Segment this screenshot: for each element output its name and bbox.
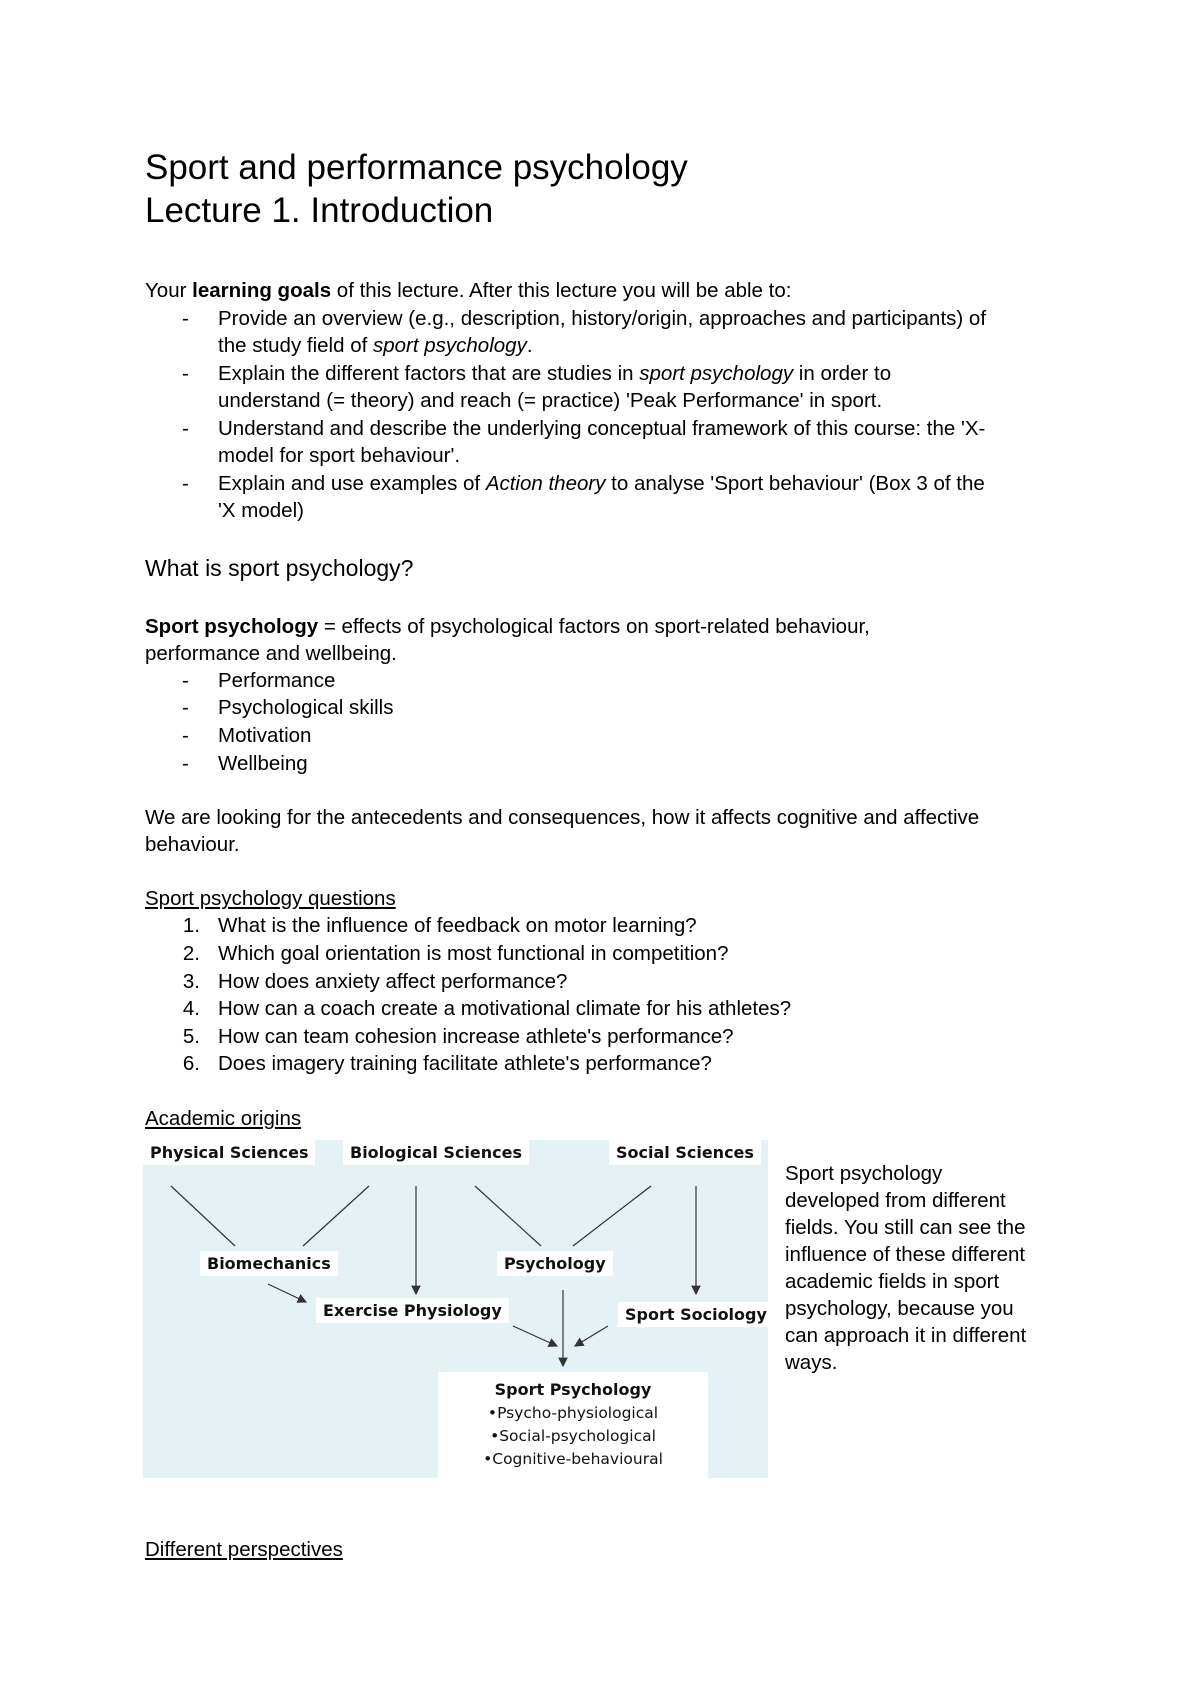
question-number: 6. [182,1052,200,1075]
description-line: influence of these different [785,1243,1026,1266]
sport-psychology-sub: •Cognitive-behavioural [483,1450,663,1468]
perspectives-heading: Different perspectives [145,1538,343,1561]
node-biomechanics: Biomechanics [200,1251,338,1276]
sport-psychology-title: Sport Psychology [494,1380,652,1399]
goal-2-end: in order to [793,362,892,385]
connector-arrow [513,1326,557,1346]
question-text: How does anxiety affect performance? [218,970,568,993]
list-item: Performance [218,669,336,692]
connector-line [171,1186,235,1246]
goal-4-end: to analyse 'Sport behaviour' (Box 3 of the [605,472,985,495]
definition-text: = effects of psychological factors on sport-related behaviour, [318,615,870,638]
goal-1-text: the study field of [218,334,373,357]
list-item: Wellbeing [218,752,308,775]
list-item: Psychological skills [218,696,394,719]
question-number: 4. [182,997,200,1020]
goal-1-line-1: Provide an overview (e.g., description, history/origin, approaches and participants) of [218,307,987,330]
goal-2-line-1 [218,360,891,388]
origins-description [785,1160,1075,1376]
academic-origins-diagram [143,1140,768,1478]
bullet-dash: - [182,669,189,692]
goal-4-line-1 [218,470,985,498]
node-biological-sciences: Biological Sciences [343,1140,529,1165]
definition-line-1 [145,613,870,641]
connector-line [303,1186,369,1246]
description-line: can approach it in different [785,1324,1027,1347]
definition-term: Sport psychology [145,615,319,638]
antecedents-line-2: behaviour. [145,833,240,856]
antecedents-line-1: We are looking for the antecedents and consequences, how it affects cognitive and affective [145,806,980,829]
section-heading-what-is: What is sport psychology? [145,555,414,581]
question-text: Does imagery training facilitate athlete's performance? [218,1052,712,1075]
goal-3-line-1: Understand and describe the underlying conceptual framework of this course: the 'X- [218,417,986,440]
goal-4-text: Explain and use examples of [218,472,486,495]
description-line: developed from different [785,1189,1006,1212]
description-line: Sport psychology [785,1162,943,1185]
bullet-dash: - [182,417,189,440]
goal-4-italic: Action theory [485,472,606,495]
bullet-dash: - [182,696,189,719]
goal-2-line-2: understand (= theory) and reach (= practice) 'Peak Performance' in sport. [218,389,883,412]
question-text: What is the influence of feedback on motor learning? [218,914,697,937]
bullet-dash: - [182,362,189,385]
node-social-sciences: Social Sciences [609,1140,761,1165]
goals-intro-text: Your [145,279,193,302]
description-line: academic fields in sport [785,1270,1000,1293]
question-number: 3. [182,970,200,993]
question-number: 1. [182,914,200,937]
goals-intro [145,277,791,305]
bullet-dash: - [182,724,189,747]
sport-psychology-sub: •Psycho-physiological [487,1404,659,1422]
definition-line-2: performance and wellbeing. [145,642,397,665]
question-text: How can team cohesion increase athlete's performance? [218,1025,734,1048]
goals-intro-bold: learning goals [192,279,332,302]
bullet-dash: - [182,472,189,495]
connector-line [475,1186,541,1246]
goal-3-line-2: model for sport behaviour'. [218,444,461,467]
goal-2-italic: sport psychology [639,362,794,385]
goal-1-italic: sport psychology [372,334,527,357]
goals-intro-rest: of this lecture. After this lecture you will be able to: [331,279,792,302]
node-exercise-physiology: Exercise Physiology [316,1298,509,1323]
node-physical-sciences: Physical Sciences [143,1140,315,1165]
node-sport-psychology [438,1372,708,1478]
question-number: 5. [182,1025,200,1048]
description-line: psychology, because you [785,1297,1014,1320]
bullet-dash: - [182,752,189,775]
origins-heading: Academic origins [145,1107,302,1130]
questions-heading: Sport psychology questions [145,887,396,910]
bullet-dash: - [182,307,189,330]
goal-1-line-2 [218,332,533,360]
goal-1-end: . [526,334,533,357]
description-line: ways. [785,1351,838,1374]
node-psychology: Psychology [497,1251,613,1276]
question-text: How can a coach create a motivational climate for his athletes? [218,997,792,1020]
node-sport-sociology: Sport Sociology [618,1302,774,1327]
lecture-subtitle: Lecture 1. Introduction [145,191,494,230]
connector-arrow [575,1326,608,1346]
goal-4-line-2: 'X model) [218,499,304,522]
question-text: Which goal orientation is most functional in competition? [218,942,729,965]
page-title: Sport and performance psychology [145,148,688,187]
connector-arrow [268,1284,306,1302]
goal-2-text: Explain the different factors that are studies in [218,362,640,385]
list-item: Motivation [218,724,312,747]
connector-line [573,1186,651,1246]
question-number: 2. [182,942,200,965]
description-line: fields. You still can see the [785,1216,1026,1239]
sport-psychology-sub: •Social-psychological [490,1427,656,1445]
